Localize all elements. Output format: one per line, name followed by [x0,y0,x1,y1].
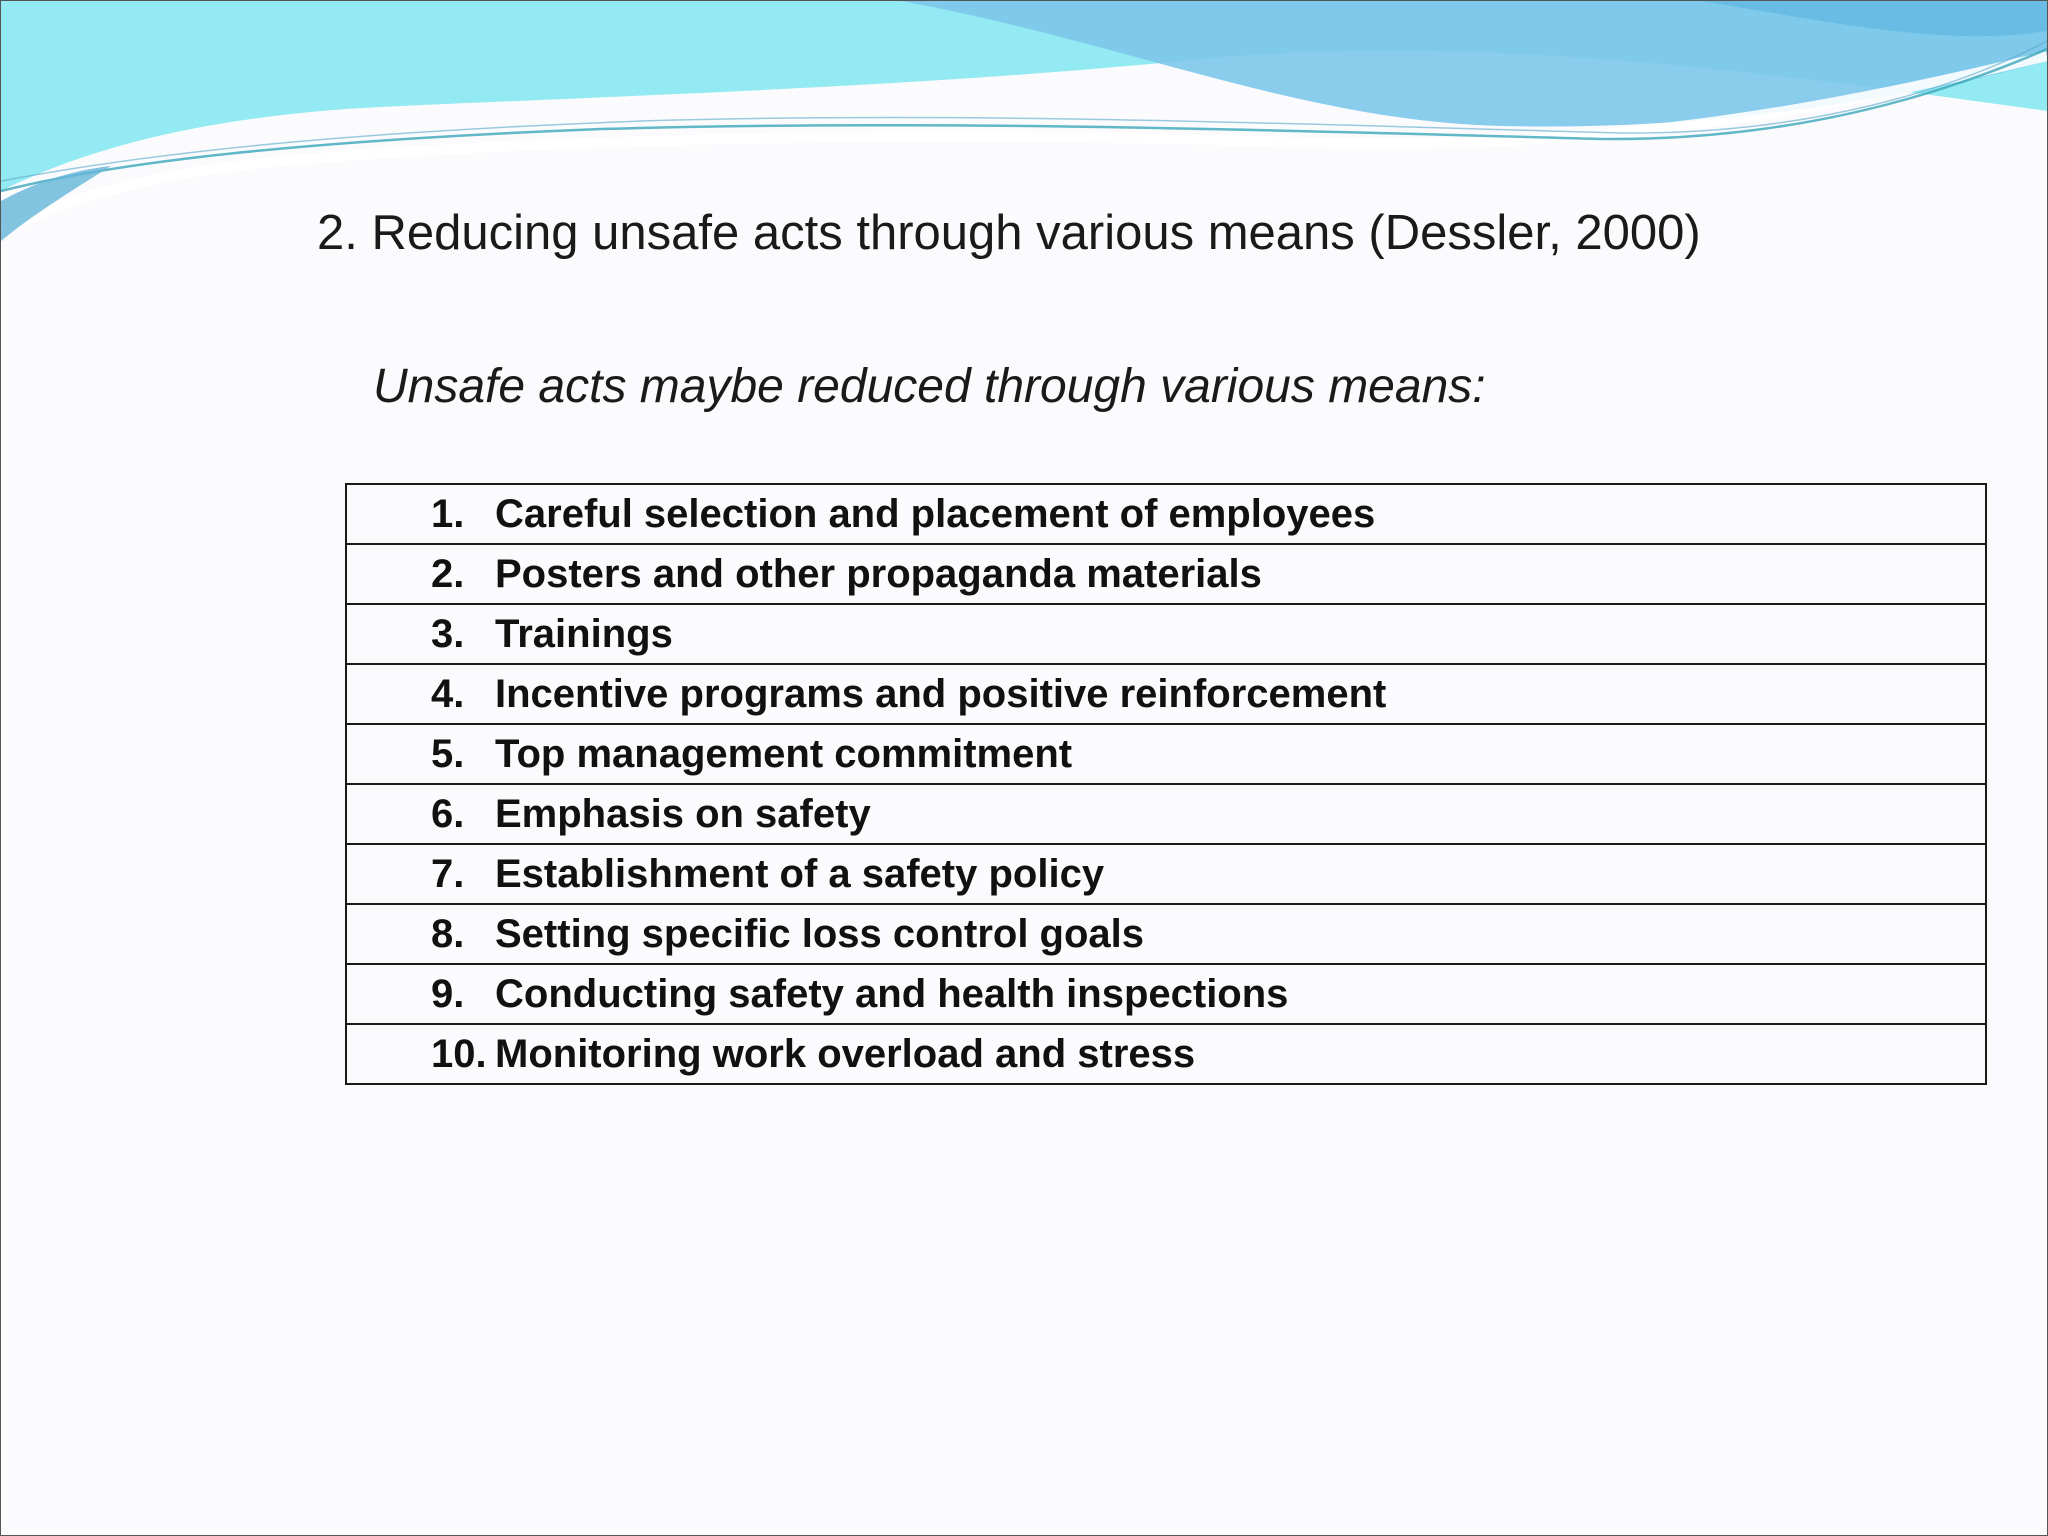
table-row [346,484,1986,544]
table-cell [346,604,1986,664]
item-text: Incentive programs and positive reinforcement [495,671,1387,716]
table-row [346,964,1986,1024]
item-number: 3. [431,611,465,656]
table-row [346,724,1986,784]
item-number: 5. [431,731,465,776]
item-number: 4. [431,671,465,716]
slide-title: 2. Reducing unsafe acts through various means (Dessler, 2000) [317,206,1701,260]
table-cell [346,1024,1986,1084]
slide-subtitle: Unsafe acts maybe reduced through various means: [373,360,1486,413]
item-number: 6. [431,791,465,836]
item-text: Careful selection and placement of employees [495,491,1376,536]
table-cell [346,544,1986,604]
table-cell [346,724,1986,784]
table-row [346,844,1986,904]
table-cell [346,844,1986,904]
item-text: Setting specific loss control goals [495,911,1145,956]
table-row [346,904,1986,964]
table-cell [346,964,1986,1024]
item-text: Posters and other propaganda materials [495,551,1262,596]
item-text: Emphasis on safety [495,791,871,836]
table-row [346,664,1986,724]
table-row [346,1024,1986,1084]
item-text: Conducting safety and health inspections [495,971,1289,1016]
item-number: 1. [431,491,465,536]
item-text: Top management commitment [495,731,1073,776]
means-table [345,483,1987,1085]
table-cell [346,664,1986,724]
table-cell [346,904,1986,964]
item-number: 7. [431,851,465,896]
item-text: Trainings [495,611,673,656]
item-number: 2. [431,551,465,596]
table-row [346,784,1986,844]
item-text: Establishment of a safety policy [495,851,1105,896]
item-number: 10. [431,1031,487,1076]
item-text: Monitoring work overload and stress [495,1031,1196,1076]
table-cell [346,784,1986,844]
table-row [346,544,1986,604]
item-number: 9. [431,971,465,1016]
table-cell [346,484,1986,544]
item-number: 8. [431,911,465,956]
table-row [346,604,1986,664]
